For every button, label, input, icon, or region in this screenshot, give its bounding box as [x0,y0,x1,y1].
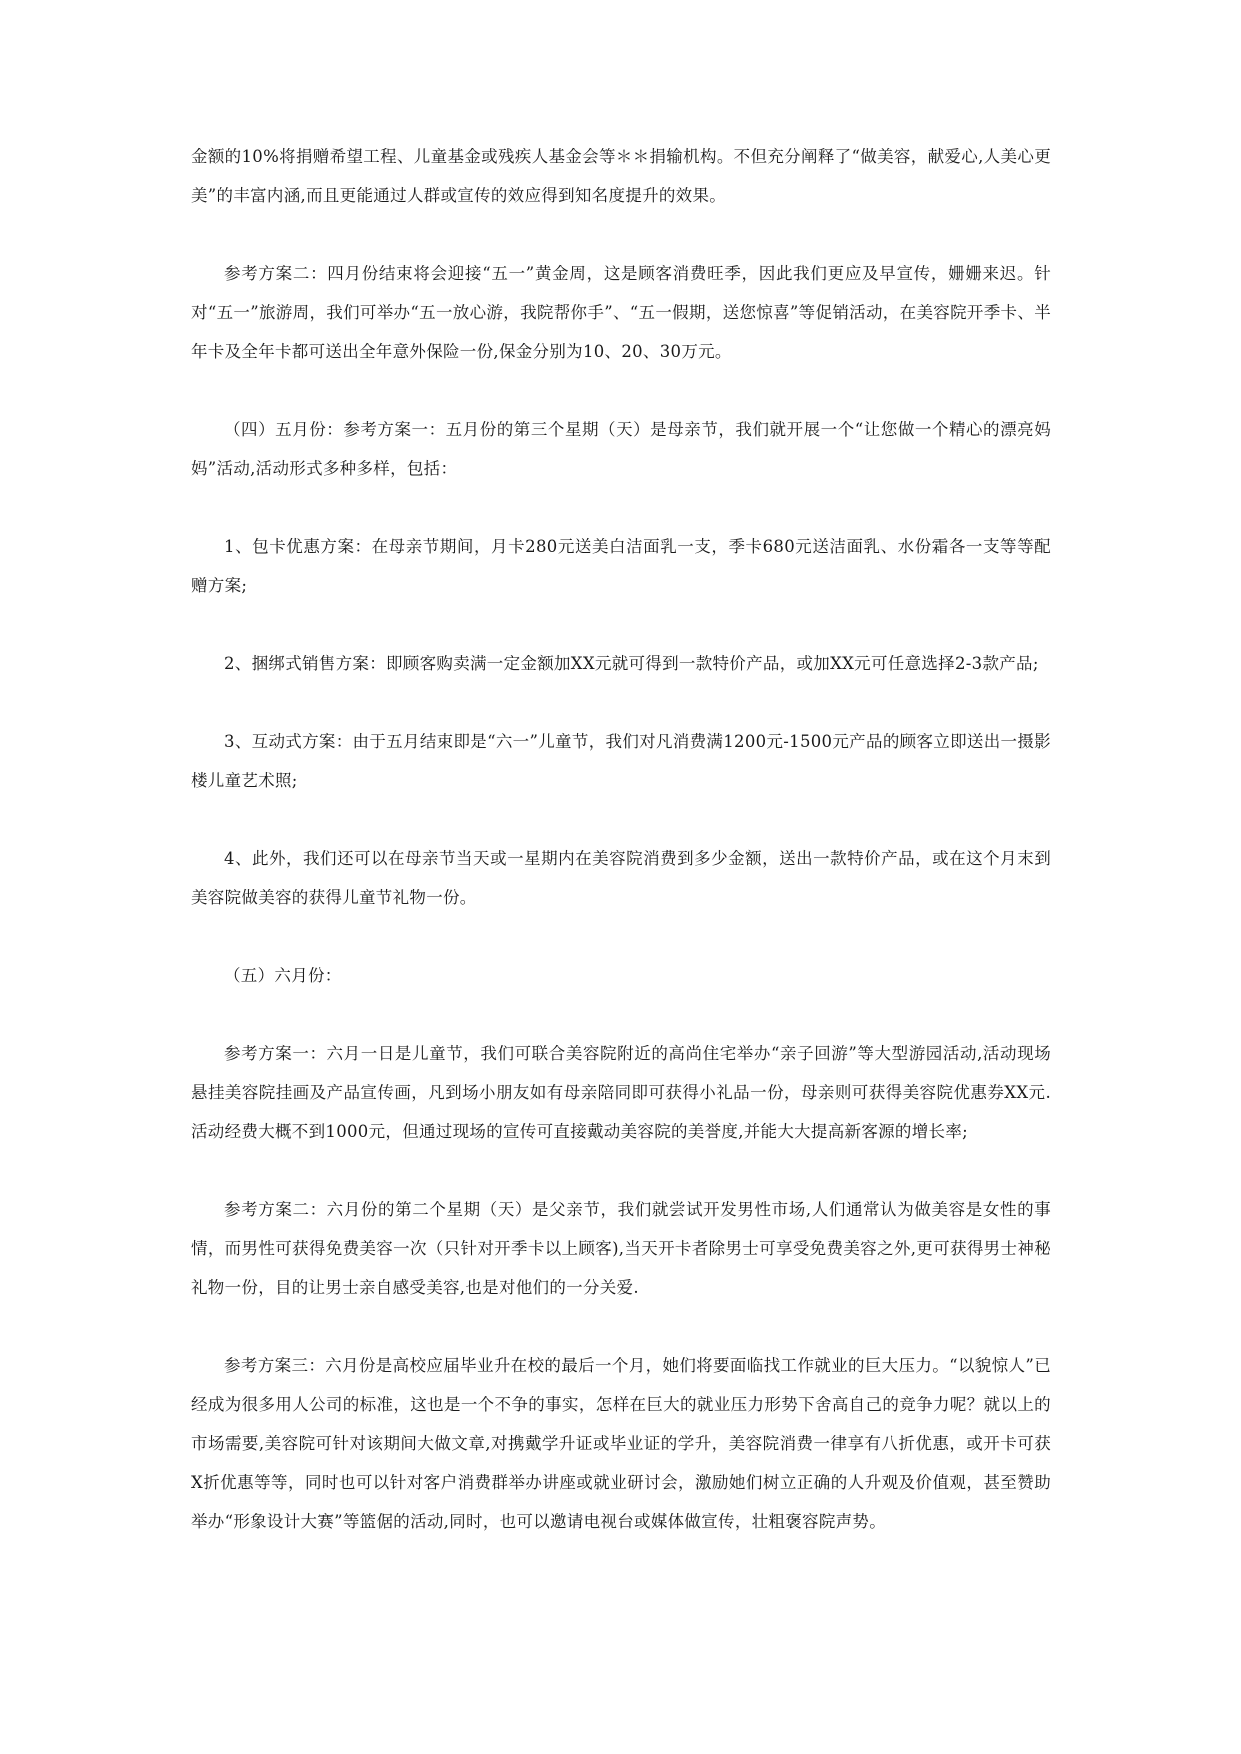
paragraph-june-plan-one: 参考方案一：六月一日是儿童节，我们可联合美容院附近的高尚住宅举办“亲子回游”等大型游园活动,活动现场悬挂美容院挂画及产品宣传画，凡到场小朋友如有母亲陪同即可获得小礼品一份，母亲则可获得美容院优惠券XX元.活动经费大概不到1000元，但通过现场的宣传可直接戴动美容院的美誉度,并能大大提高新客源的增长率; [191,1044,1051,1141]
paragraph-may-item-2: 2、捆绑式销售方案：即顾客购卖满一定金额加XX元就可得到一款特价产品，或加XX元可任意选择2-3款产品; [224,654,1039,673]
paragraph-may-plan-one: （四）五月份：参考方案一：五月份的第三个星期（天）是母亲节，我们就开展一个“让您做一个精心的漂亮妈妈”活动,活动形式多种多样，包括： [191,420,1051,478]
paragraph-may-item-4: 4、此外，我们还可以在母亲节当天或一星期内在美容院消费到多少金额，送出一款特价产品，或在这个月末到美容院做美容的获得儿童节礼物一份。 [191,849,1051,907]
paragraph-april-plan-two: 参考方案二：四月份结束将会迎接“五一”黄金周，这是顾客消费旺季，因此我们更应及早宣传，姗姗来迟。针对“五一”旅游周，我们可举办“五一放心游，我院帮你手”、“五一假期，送您惊喜”等促销活动，在美容院开季卡、半年卡及全年卡都可送出全年意外保险一份,保金分别为10、20、30万元。 [191,264,1051,361]
document-body [191,137,1051,1580]
paragraph-may-item-3: 3、互动式方案：由于五月结束即是“六一”儿童节，我们对凡消费满1200元-1500元产品的顾客立即送出一摄影楼儿童艺术照; [191,732,1051,790]
section-heading-june: （五）六月份： [224,966,342,985]
paragraph-continuation: 金额的10%将捐赠希望工程、儿童基金或残疾人基金会等＊＊捐输机构。不但充分阐释了“做美容，献爱心,人美心更美”的丰富内涵,而且更能通过人群或宣传的效应得到知名度提升的效果。 [191,147,1051,205]
paragraph-june-plan-two: 参考方案二：六月份的第二个星期（天）是父亲节，我们就尝试开发男性市场,人们通常认为做美容是女性的事情，而男性可获得免费美容一次（只针对开季卡以上顾客),当天开卡者除男士可享受免费美容之外,更可获得男士神秘礼物一份，目的让男士亲自感受美容,也是对他们的一分关爱. [191,1200,1051,1297]
paragraph-june-plan-three: 参考方案三：六月份是高校应届毕业升在校的最后一个月，她们将要面临找工作就业的巨大压力。“以貌惊人”已经成为很多用人公司的标准，这也是一个不争的事实，怎样在巨大的就业压力形势下舍高自己的竞争力呢？就以上的市场需要,美容院可针对该期间大做文章,对携戴学升证或毕业证的学升，美容院消费一律享有八折优惠，或开卡可获X折优惠等等，同时也可以针对客户消费群举办讲座或就业研讨会，激励她们树立正确的人升观及价值观，甚至赞助举办“形象设计大赛”等篮倨的活动,同时，也可以邀请电视台或媒体做宣传，壮粗褒容院声势。 [191,1356,1051,1531]
paragraph-may-item-1: 1、包卡优惠方案：在母亲节期间，月卡280元送美白洁面乳一支，季卡680元送洁面乳、水份霜各一支等等配赠方案; [191,537,1051,595]
